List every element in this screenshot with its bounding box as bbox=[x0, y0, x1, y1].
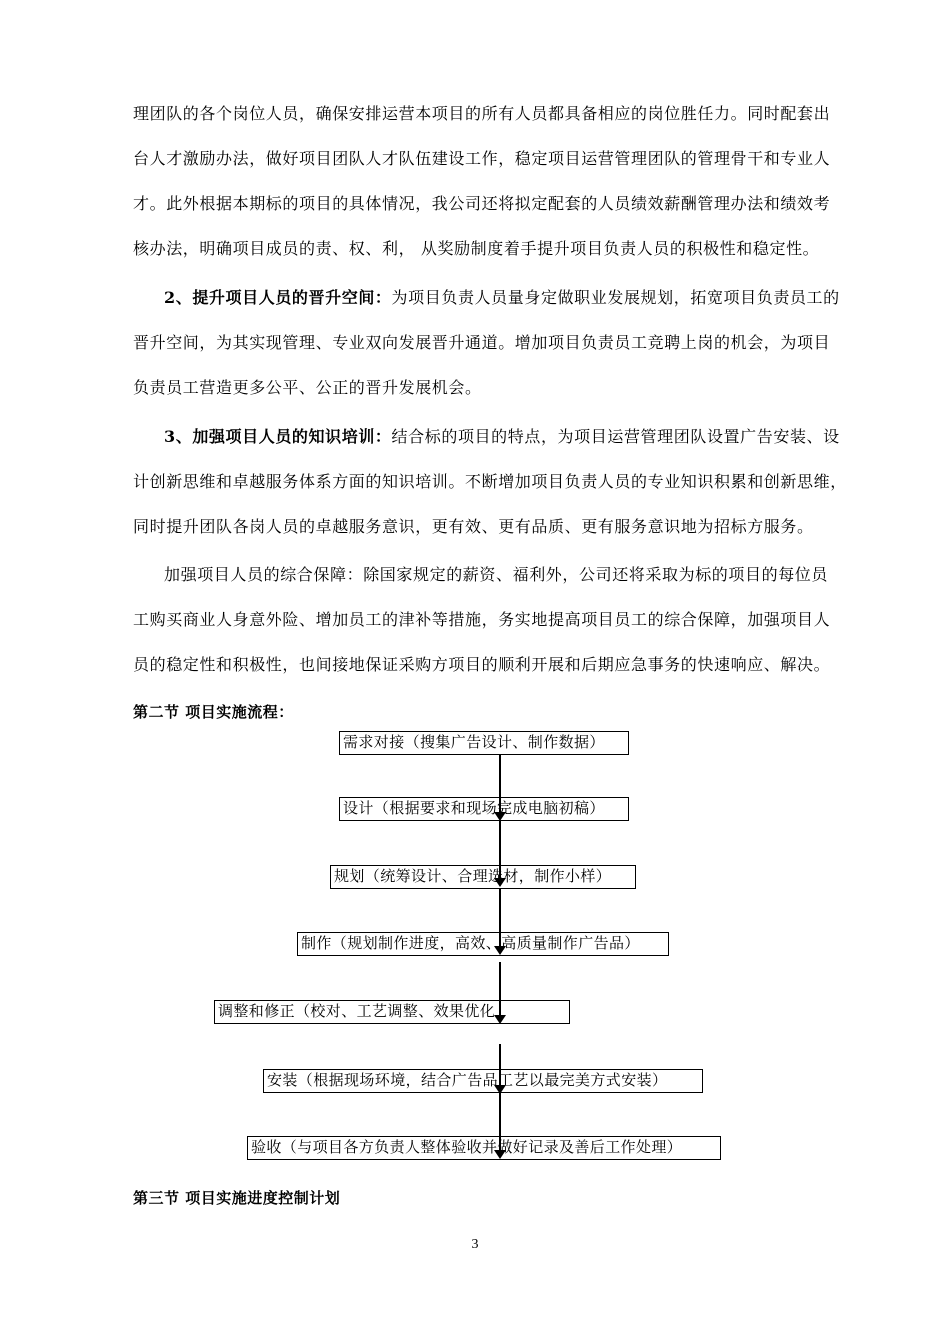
paragraph-text: 结合标的项目的特点，为项目运营管理团队设置广告安装、设 bbox=[391, 427, 840, 446]
flow-step-box: 安装（根据现场环境，结合广告品工艺以最完美方式安装） bbox=[263, 1069, 703, 1093]
paragraph-line: 才。此外根据本期标的项目的具体情况，我公司还将拟定配套的人员绩效薪酬管理办法和绩效考 bbox=[133, 194, 831, 213]
paragraph-line bbox=[164, 287, 840, 309]
section-heading: 第三节 项目实施进度控制计划 bbox=[133, 1189, 341, 1207]
paragraph-line bbox=[164, 426, 840, 448]
flow-step-box: 调整和修正（校对、工艺调整、效果优化 bbox=[214, 1000, 570, 1024]
paragraph-line: 负责员工营造更多公平、公正的晋升发展机会。 bbox=[133, 378, 482, 397]
flow-step-box: 需求对接（搜集广告设计、制作数据） bbox=[339, 731, 629, 755]
paragraph-line: 台人才激励办法，做好项目团队人才队伍建设工作，稳定项目运营管理团队的管理骨干和专业人 bbox=[133, 149, 831, 168]
paragraph-bold-lead: 3、加强项目人员的知识培训： bbox=[164, 427, 392, 446]
paragraph-line: 晋升空间，为其实现管理、专业双向发展晋升通道。增加项目负责员工竞聘上岗的机会，为项目 bbox=[133, 333, 831, 352]
flow-step-box: 规划（统筹设计、合理选材，制作小样） bbox=[330, 865, 636, 889]
paragraph-line: 同时提升团队各岗人员的卓越服务意识，更有效、更有品质、更有服务意识地为招标方服务。 bbox=[133, 517, 814, 536]
paragraph-line: 核办法，明确项目成员的责、权、利， 从奖励制度着手提升项目负责人员的积极性和稳定性。 bbox=[133, 239, 820, 258]
paragraph-bold-lead: 2、提升项目人员的晋升空间： bbox=[164, 288, 392, 307]
flow-step-box: 验收（与项目各方负责人整体验收并做好记录及善后工作处理） bbox=[247, 1136, 721, 1160]
paragraph-line: 工购买商业人身意外险、增加员工的津补等措施，务实地提高项目员工的综合保障，加强项目人 bbox=[133, 610, 831, 629]
paragraph-line: 理团队的各个岗位人员，确保安排运营本项目的所有人员都具备相应的岗位胜任力。同时配套出 bbox=[133, 104, 831, 123]
paragraph-line: 加强项目人员的综合保障：除国家规定的薪资、福利外，公司还将采取为标的项目的每位员 bbox=[164, 565, 829, 584]
flow-step-box: 设计（根据要求和现场完成电脑初稿） bbox=[339, 797, 629, 821]
paragraph-text: 为项目负责人员量身定做职业发展规划，拓宽项目负责员工的 bbox=[391, 288, 840, 307]
section-heading: 第二节 项目实施流程： bbox=[133, 703, 294, 721]
page-number: 3 bbox=[471, 1237, 479, 1252]
flow-step-box: 制作（规划制作进度，高效、高质量制作广告品） bbox=[297, 932, 669, 956]
paragraph-line: 员的稳定性和积极性，也间接地保证采购方项目的顺利开展和后期应急事务的快速响应、解决。 bbox=[133, 655, 831, 674]
paragraph-line: 计创新思维和卓越服务体系方面的知识培训。不断增加项目负责人员的专业知识积累和创新思维， bbox=[133, 472, 847, 491]
